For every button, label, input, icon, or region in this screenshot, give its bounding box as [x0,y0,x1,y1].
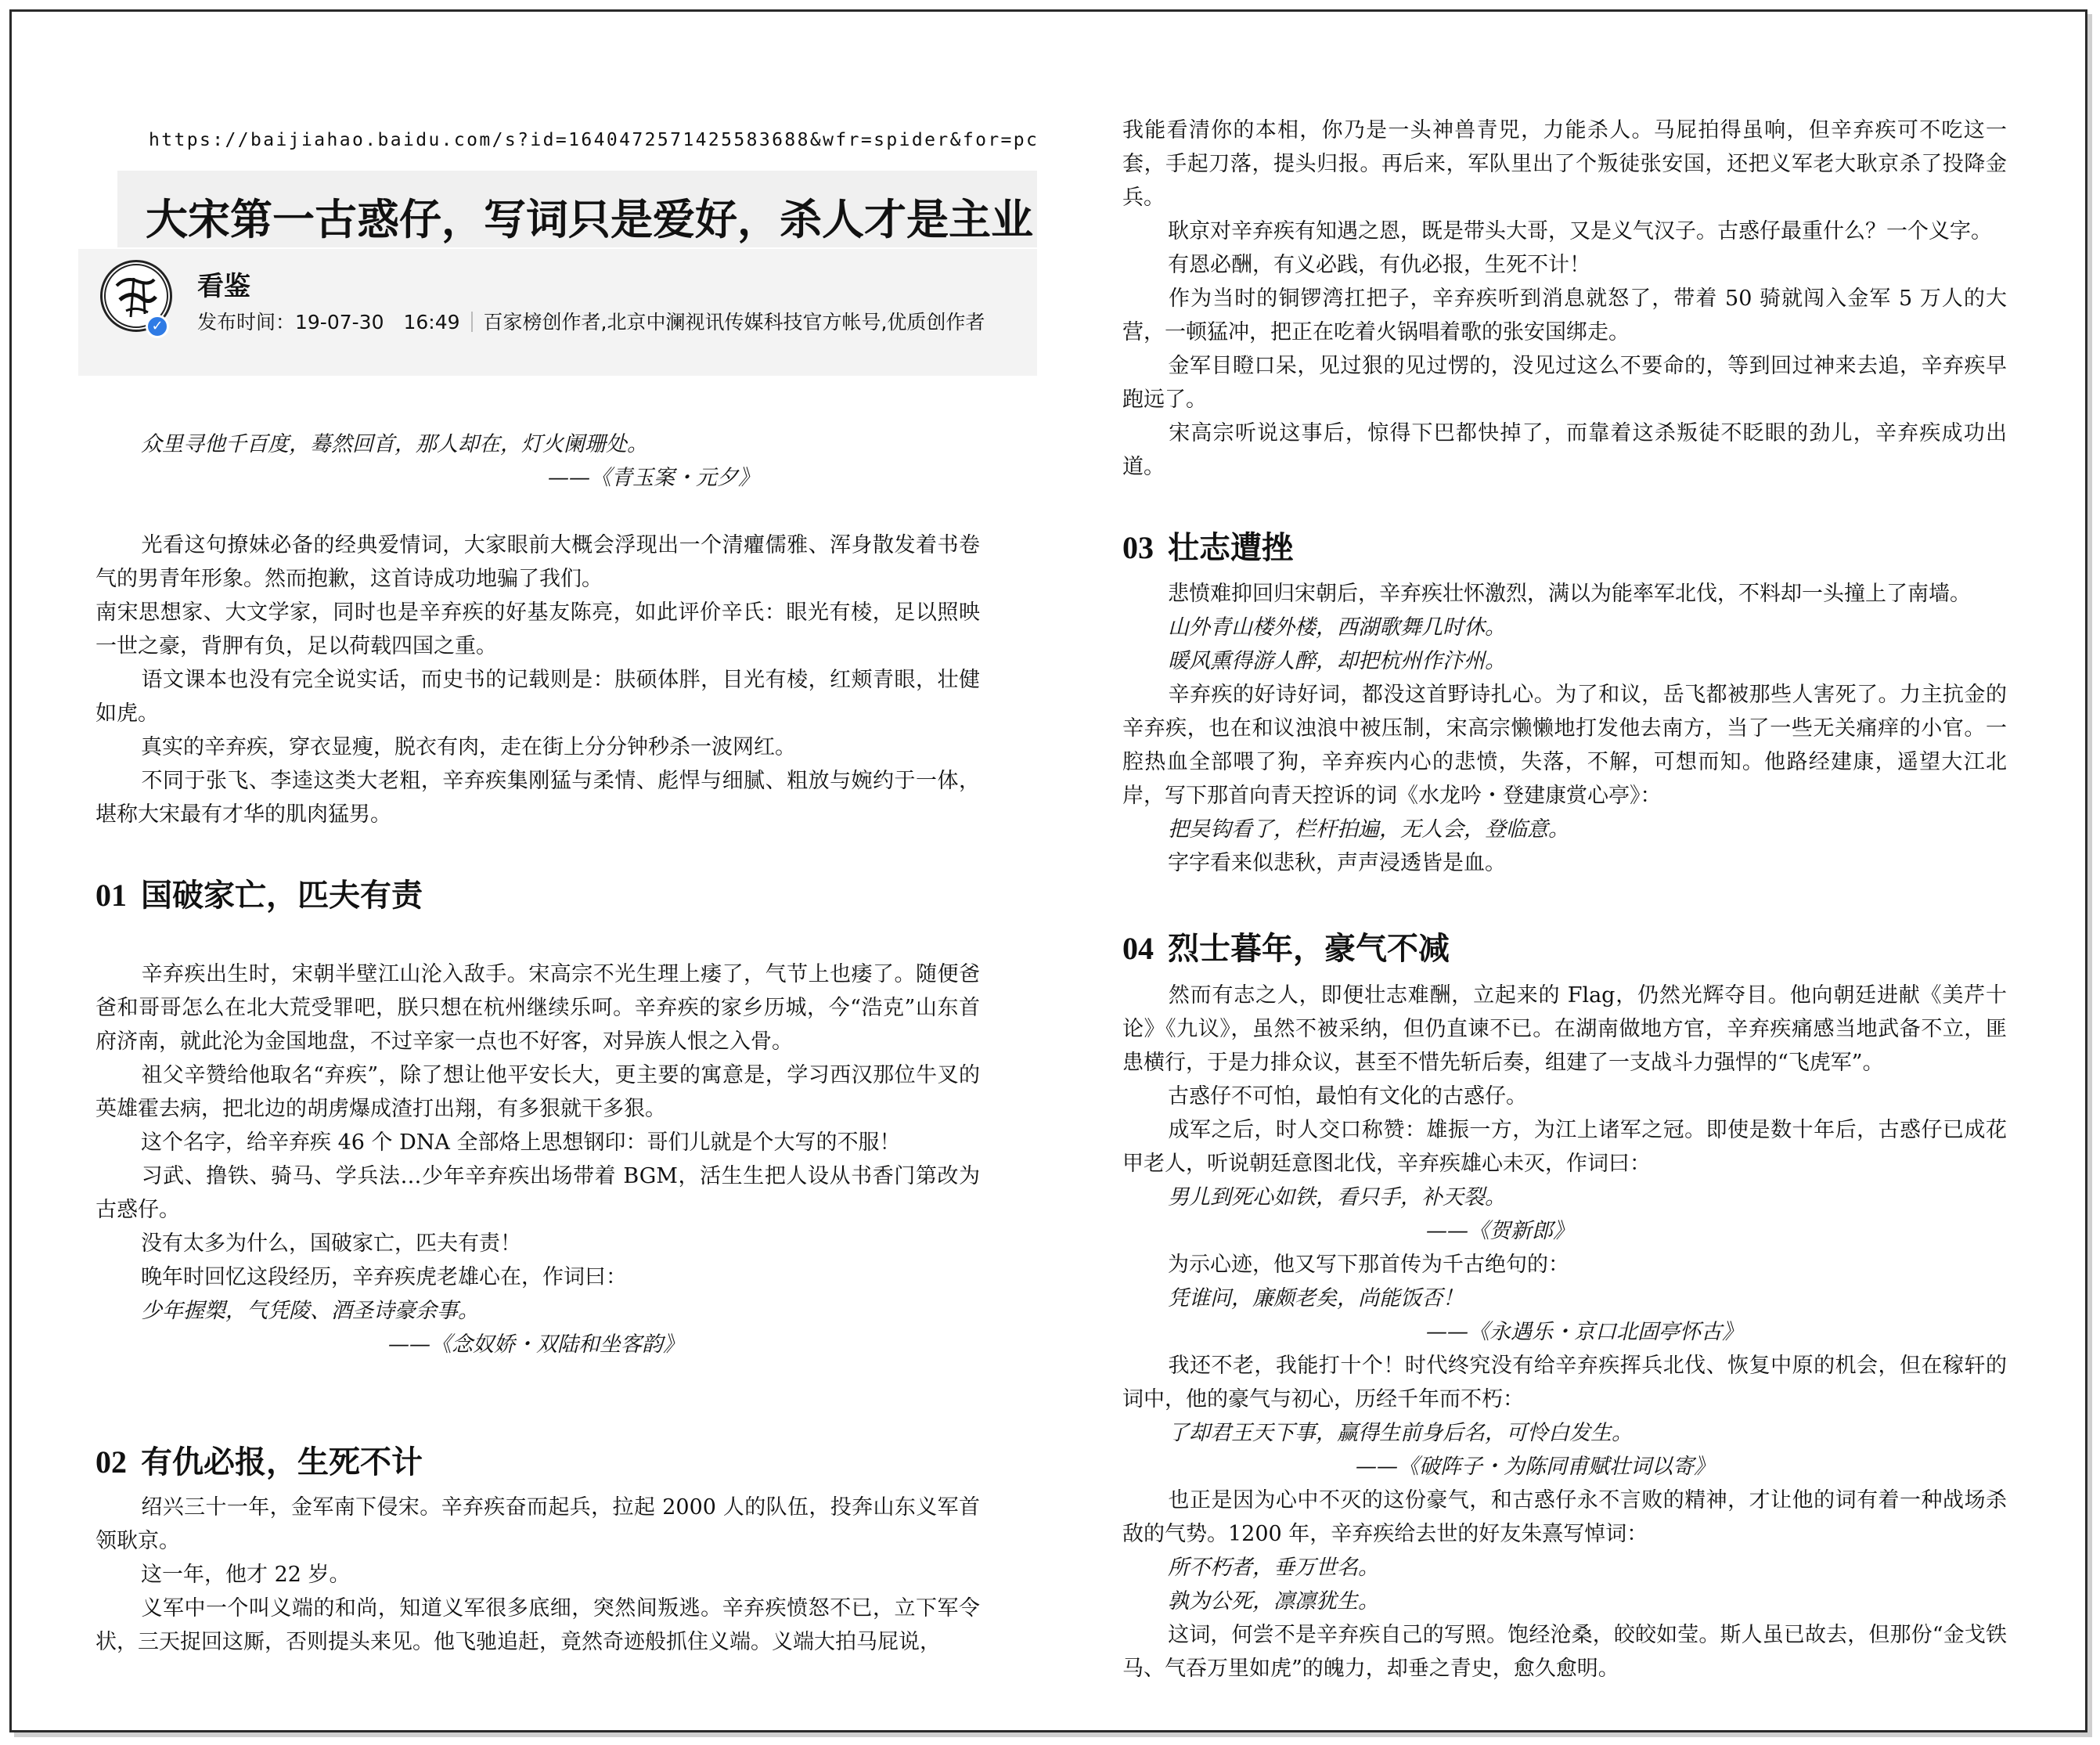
section-03-heading: 03 壮志遭挫 [1122,529,1293,566]
article-title: 大宋第一古惑仔，写词只是爱好，杀人才是主业 [146,195,1033,244]
s2-paragraph-2: 这一年，他才 22 岁。 [141,1563,351,1587]
s4-poem-1-source: ——《贺新郎》 [1426,1219,1574,1243]
s3-paragraph-3: 字字看来似悲秋，声声浸透皆是血。 [1168,851,1506,875]
s4-paragraph-3: 成军之后，时人交口称赞：雄振一方，为江上诸军之冠。即使是数十年后，古惑仔已成花甲老人，听说朝廷意图北伐，辛弃疾雄心未灭，作词曰： [1122,1118,2007,1176]
s4-poem-3-source: ——《破阵子・为陈同甫赋壮词以寄》 [1356,1455,1715,1479]
s4-paragraph-1: 然而有志之人，即便壮志难酬，立起来的 Flag，仍然光辉夺目。他向朝廷进献《美芹十论》《九议》，虽然不被采纳，但仍直谏不已。在湖南做地方官，辛弃疾痛感当地武备不立，匪患横行，于是力排众议，甚至不惜先斩后奏，组建了一支战斗力强悍的“飞虎军”。 [1122,983,2007,1075]
s3-paragraph-1: 悲愤难抑回归宋朝后，辛弃疾壮怀激烈，满以为能率军北伐，不料却一头撞上了南墙。 [1168,582,1971,606]
s1-paragraph-3: 这个名字，给辛弃疾 46 个 DNA 全部烙上思想钢印：哥们儿就是个大写的不服！ [141,1130,901,1155]
section-02-heading: 02 有仇必报，生死不计 [95,1444,423,1480]
section-04-heading: 04 烈士暮年，豪气不减 [1122,930,1450,967]
s4-poem-2-source: ——《永遇乐・京口北固亭怀古》 [1426,1320,1743,1344]
s2-paragraph-3: 义军中一个叫义端的和尚，知道义军很多底细，突然间叛逃。辛弃疾愤怒不已，立下军令状，三天捉回这厮，否则提头来见。他飞驰追赶，竟然奇迹般抓住义端。义端大拍马屁说， [95,1596,980,1654]
s4-poem-1: 男儿到死心如铁，看只手，补天裂。 [1168,1185,1506,1210]
s4-paragraph-6: 也正是因为心中不灭的这份豪气，和古惑仔永不言败的精神，才让他的词有着一种战场杀敌的气势。1200 年，辛弃疾给去世的好友朱熹写悼词： [1122,1488,2007,1546]
intro-paragraph-3: 语文课本也没有完全说实话，而史书的记载则是：肤硕体胖，目光有棱，红颊青眼，壮健如虎。 [95,668,980,726]
s2-paragraph-8: 宋高宗听说这事后，惊得下巴都快掉了，而靠着这杀叛徒不眨眼的劲儿，辛弃疾成功出道。 [1122,421,2007,479]
s2-paragraph-1: 绍兴三十一年，金军南下侵宋。辛弃疾奋而起兵，拉起 2000 人的队伍，投奔山东义军首领耿京。 [95,1495,980,1553]
intro-paragraph-1: 光看这句撩妹必备的经典爱情词，大家眼前大概会浮现出一个清癯儒雅、浑身散发着书卷气的男青年形象。然而抱歉，这首诗成功地骗了我们。 [95,533,980,591]
s1-paragraph-5: 没有太多为什么，国破家亡，匹夫有责！ [141,1231,521,1256]
s1-poem-source: ——《念奴娇・双陆和坐客韵》 [388,1332,684,1357]
publish-meta [197,307,985,335]
intro-paragraph-4: 真实的辛弃疾，穿衣显瘦，脱衣有肉，走在街上分分钟秒杀一波网红。 [141,735,796,759]
s4-poem-5: 孰为公死，凛凛犹生。 [1168,1589,1379,1613]
article-url[interactable]: https://baijiahao.baidu.com/s?id=1640472571425583688&wfr=spider&for=pc [149,130,1039,150]
s4-poem-2: 凭谁问，廉颇老矣，尚能饭否！ [1168,1286,1464,1311]
s4-paragraph-4: 为示心迹，他又写下那首传为千古绝句的： [1168,1253,1569,1277]
intro-poem-source: ——《青玉案・元夕》 [548,466,759,490]
s1-paragraph-4: 习武、撸铁、骑马、学兵法…少年辛弃疾出场带着 BGM，活生生把人设从书香门第改为古惑仔。 [95,1164,980,1222]
author-name[interactable]: 看鉴 [197,271,250,302]
s1-poem: 少年握槊，气凭陵、酒圣诗豪余事。 [141,1299,479,1323]
s4-paragraph-2: 古惑仔不可怕，最怕有文化的古惑仔。 [1168,1084,1527,1109]
meta-divider [471,312,473,332]
s4-poem-4: 所不朽者，垂万世名。 [1168,1556,1379,1580]
s3-poem-line-2: 暖风熏得游人醉，却把杭州作汴州。 [1168,649,1506,673]
s3-paragraph-2: 辛弃疾的好诗好词，都没这首野诗扎心。为了和议，岳飞都被那些人害死了。力主抗金的辛弃疾，也在和议浊浪中被压制，宋高宗懒懒地打发他去南方，当了一些无关痛痒的小官。一腔热血全部喂了狗，辛弃疾内心的悲愤，失落，不解，可想而知。他路经建康，遥望大江北岸，写下那首向青天控诉的词《水龙吟・登建康赏心亭》： [1122,683,2007,808]
s1-paragraph-6: 晚年时回忆这段经历，辛弃疾虎老雄心在，作词曰： [141,1265,627,1289]
intro-paragraph-5: 不同于张飞、李逵这类大老粗，辛弃疾集刚猛与柔情、彪悍与细腻、粗放与婉约于一体，堪称大宋最有才华的肌肉猛男。 [95,769,980,827]
s2-paragraph-3-continued: 我能看清你的本相，你乃是一头神兽青兕，力能杀人。马屁拍得虽响，但辛弃疾可不吃这一套，手起刀落，提头归报。再后来，军队里出了个叛徒张安国，还把义军老大耿京杀了投降金兵。 [1122,118,2007,210]
s4-paragraph-5: 我还不老，我能打十个！时代终究没有给辛弃疾挥兵北伐、恢复中原的机会，但在稼轩的词中，他的豪气与初心，历经千年而不朽： [1122,1354,2007,1412]
intro-paragraph-2: 南宋思想家、大文学家，同时也是辛弃疾的好基友陈亮，如此评价辛氏：眼光有棱，足以照映一世之豪，背胛有负，足以荷载四国之重。 [95,600,980,658]
s1-paragraph-1: 辛弃疾出生时，宋朝半壁江山沦入敌手。宋高宗不光生理上痿了，气节上也痿了。随便爸爸和哥哥怎么在北大荒受罪吧，朕只想在杭州继续乐呵。辛弃疾的家乡历城，今“浩克”山东首府济南，就此沦为金国地盘，不过辛家一点也不好客，对异族人恨之入骨。 [95,962,980,1054]
s3-poem-line-3: 把吴钩看了，栏杆拍遍，无人会，登临意。 [1168,817,1569,842]
s2-paragraph-6: 作为当时的铜锣湾扛把子，辛弃疾听到消息就怒了，带着 50 骑就闯入金军 5 万人的大营，一顿猛冲，把正在吃着火锅唱着歌的张安国绑走。 [1122,287,2007,344]
section-01-heading: 01 国破家亡，匹夫有责 [95,877,423,914]
s3-poem-line-1: 山外青山楼外楼，西湖歌舞几时休。 [1168,615,1506,640]
verified-badge-icon: ✓ [146,315,169,338]
publish-time: 发布时间：19-07-30 16:49 [197,311,460,333]
s4-paragraph-7: 这词，何尝不是辛弃疾自己的写照。饱经沧桑，皎皎如莹。斯人虽已故去，但那份“金戈铁马、气吞万里如虎”的魄力，却垂之青史，愈久愈明。 [1122,1623,2007,1681]
author-tags: 百家榜创作者,北京中澜视讯传媒科技官方帐号,优质创作者 [483,311,985,333]
s2-paragraph-7: 金军目瞪口呆，见过狠的见过愣的，没见过这么不要命的，等到回过神来去追，辛弃疾早跑远了。 [1122,354,2007,412]
s1-paragraph-2: 祖父辛赞给他取名“弃疾”，除了想让他平安长大，更主要的寓意是，学习西汉那位牛叉的英雄霍去病，把北边的胡虏爆成渣打出翔，有多狠就干多狠。 [95,1063,980,1121]
s2-paragraph-5: 有恩必酬，有义必践，有仇必报，生死不计！ [1168,253,1590,277]
s2-paragraph-4: 耿京对辛弃疾有知遇之恩，既是带头大哥，又是义气汉子。古惑仔最重什么？一个义字。 [1168,219,1992,243]
intro-poem: 众里寻他千百度，蓦然回首，那人却在，灯火阑珊处。 [141,432,648,456]
s4-poem-3: 了却君王天下事，赢得生前身后名，可怜白发生。 [1168,1421,1633,1445]
